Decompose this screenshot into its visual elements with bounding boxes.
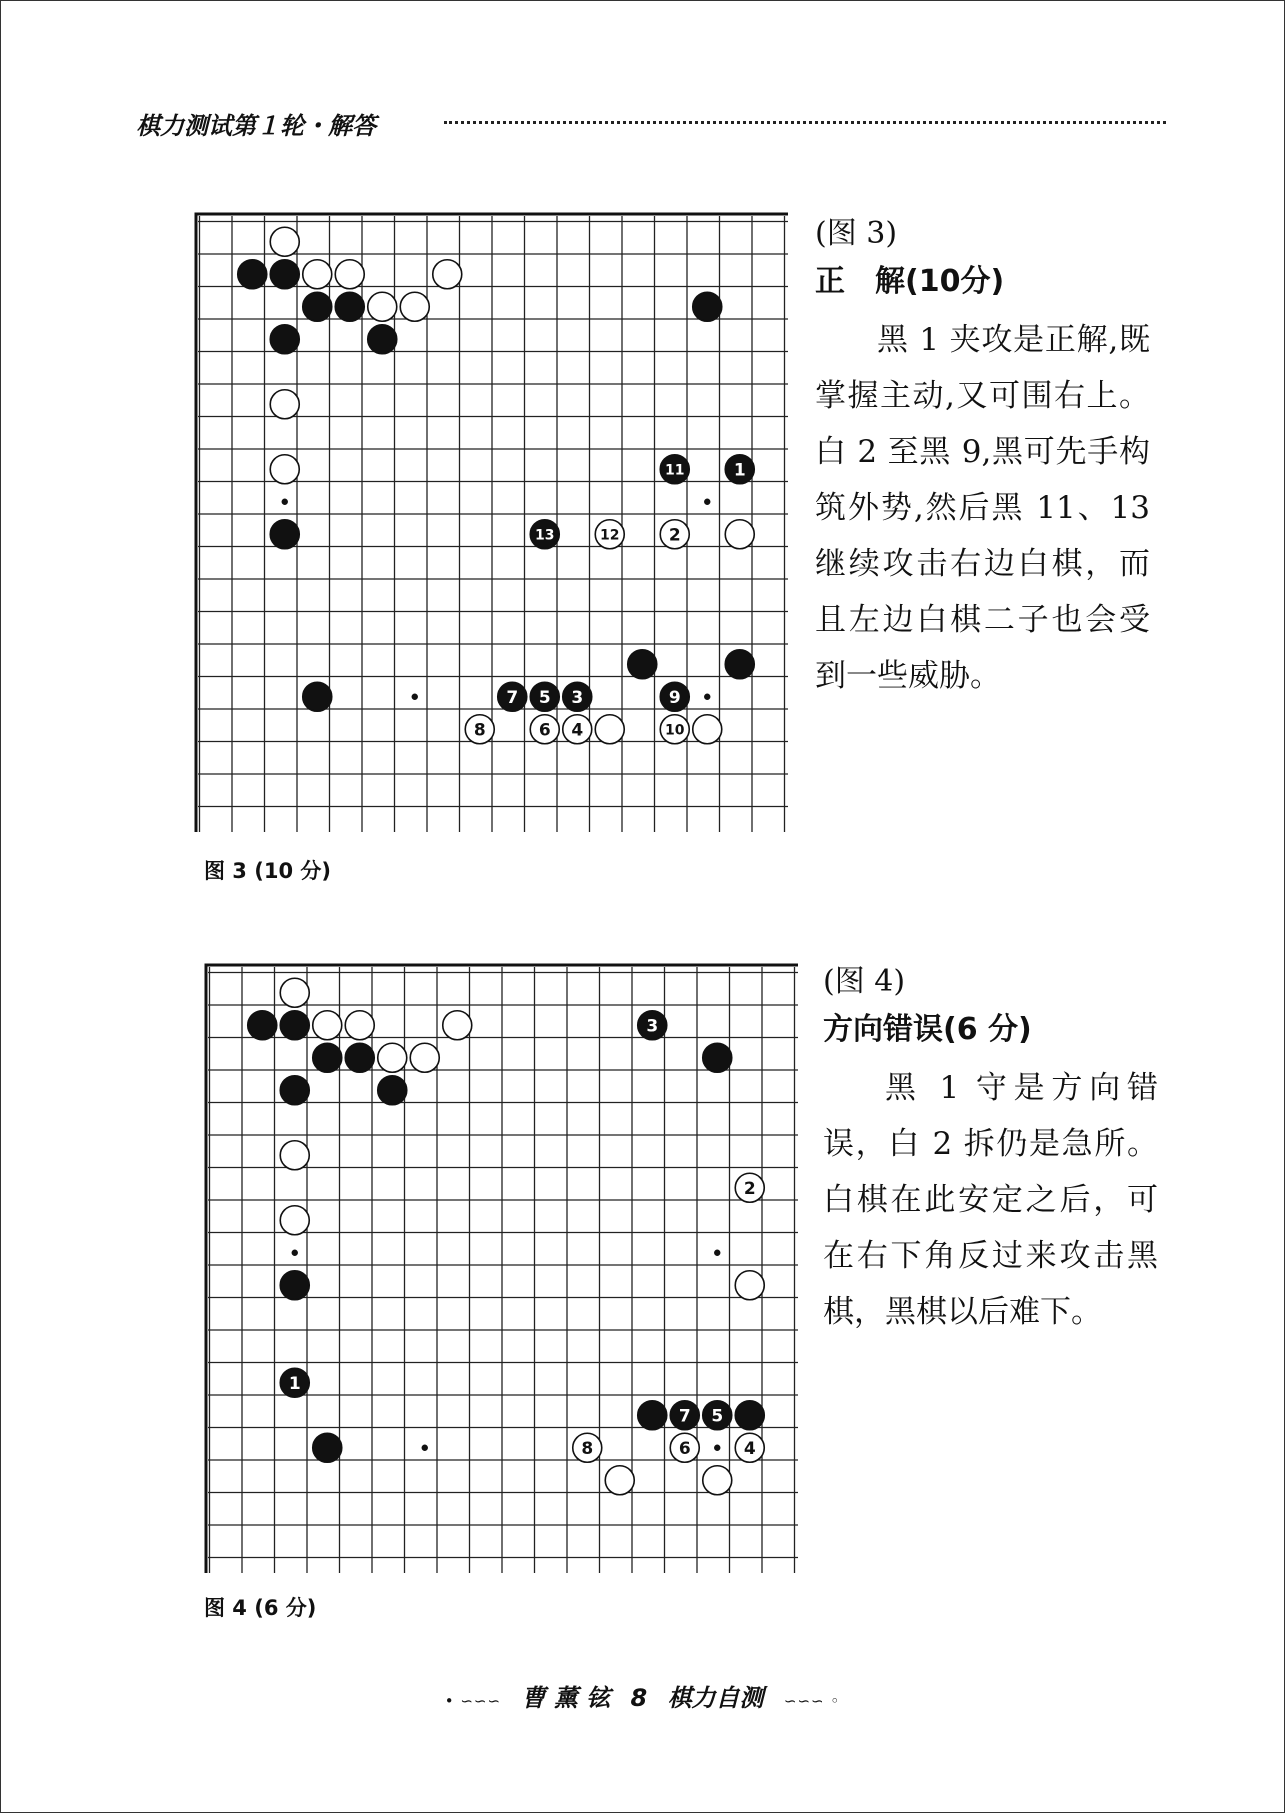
white-stone-4 [735, 1433, 764, 1462]
header-dotted-rule [444, 121, 1166, 124]
move-number: 7 [506, 687, 519, 708]
black-stone-1 [725, 455, 754, 484]
white-stone [270, 390, 299, 419]
black-stone [735, 1401, 764, 1430]
header-title: 棋力测试第１轮・解答 [136, 112, 376, 140]
black-stone [238, 260, 267, 289]
black-stone [725, 650, 754, 679]
star-point [704, 694, 710, 700]
black-stone-9 [660, 682, 689, 711]
star-point [412, 694, 418, 700]
move-number: 2 [668, 525, 681, 546]
white-stone [443, 1011, 472, 1040]
white-stone [270, 455, 299, 484]
black-stone [628, 650, 657, 679]
black-stone-13 [530, 520, 559, 549]
white-stone [725, 520, 754, 549]
move-number: 7 [678, 1406, 691, 1427]
white-stone [595, 715, 624, 744]
star-point [292, 1250, 298, 1256]
white-stone [735, 1271, 764, 1300]
footer-ornament-left: • ∽∽∽ [444, 1692, 502, 1710]
black-stone-3 [638, 1011, 667, 1040]
move-number: 8 [581, 1438, 594, 1459]
white-stone [410, 1043, 439, 1072]
move-number: 6 [538, 720, 551, 741]
move-number: 10 [665, 722, 685, 739]
black-stone-3 [563, 682, 592, 711]
figure-4-solution-title: 方向错误(6 分) [823, 1012, 1032, 1047]
figure-3-label: (图 3) [815, 216, 898, 251]
black-stone [335, 292, 364, 321]
white-stone-4 [563, 715, 592, 744]
black-stone-7 [670, 1401, 699, 1430]
black-stone [248, 1011, 277, 1040]
white-stone-2 [660, 520, 689, 549]
white-stone-8 [573, 1433, 602, 1462]
move-number: 4 [743, 1438, 756, 1459]
figure-3-solution-title: 正 解(10分) [815, 264, 1005, 299]
move-number: 4 [571, 720, 584, 741]
move-number: 12 [600, 527, 620, 544]
black-stone [303, 682, 332, 711]
move-number: 1 [733, 460, 746, 481]
white-stone-12 [595, 520, 624, 549]
white-stone [433, 260, 462, 289]
go-board-figure-3 [194, 212, 788, 832]
page-footer [0, 1678, 1285, 1713]
white-stone [378, 1043, 407, 1072]
figure-3-explanation: 黑 1 夹攻是正解,既掌握主动,又可围右上。白 2 至黑 9,黑可先手构筑外势,然后黑 11、13 继续攻击右边白棋，而且左边白棋二子也会受到一些威胁。 [815, 322, 1150, 694]
star-point [714, 1250, 720, 1256]
white-stone [303, 260, 332, 289]
move-number: 8 [473, 720, 486, 741]
move-number: 6 [678, 1438, 691, 1459]
black-stone-7 [498, 682, 527, 711]
move-number: 11 [665, 462, 685, 479]
move-number: 3 [646, 1016, 659, 1037]
white-stone [335, 260, 364, 289]
figure-4-commentary [823, 960, 1158, 1340]
white-stone [703, 1466, 732, 1495]
white-stone [605, 1466, 634, 1495]
go-board-figure-4 [204, 963, 798, 1573]
black-stone [345, 1043, 374, 1072]
star-point [714, 1445, 720, 1451]
figure-4-caption: 图 4 (6 分) [204, 1596, 317, 1620]
figure-4-explanation: 黑 1 守是方向错误，白 2 拆仍是急所。白棋在此安定之后，可在右下角反过来攻击黑棋，黑棋以后难下。 [823, 1070, 1158, 1330]
white-stone-6 [670, 1433, 699, 1462]
black-stone [270, 520, 299, 549]
page-number: 8 [630, 1684, 648, 1712]
footer-book-title: 棋力自测 [667, 1684, 764, 1712]
white-stone [280, 978, 309, 1007]
white-stone [368, 292, 397, 321]
black-stone [270, 260, 299, 289]
black-stone-5 [703, 1401, 732, 1430]
footer-ornament-right: ∽∽∽ ◦ [783, 1692, 841, 1710]
move-number: 5 [538, 687, 551, 708]
move-number: 5 [711, 1406, 724, 1427]
black-stone [638, 1401, 667, 1430]
white-stone [693, 715, 722, 744]
figure-3-commentary [815, 212, 1150, 704]
white-stone [345, 1011, 374, 1040]
move-number: 9 [668, 687, 681, 708]
white-stone [400, 292, 429, 321]
black-stone [280, 1076, 309, 1105]
move-number: 1 [288, 1373, 301, 1394]
black-stone-1 [280, 1368, 309, 1397]
figure-3-caption: 图 3 (10 分) [204, 859, 331, 883]
white-stone-8 [465, 715, 494, 744]
white-stone-6 [530, 715, 559, 744]
black-stone [693, 292, 722, 321]
move-number: 3 [571, 687, 584, 708]
move-number: 2 [743, 1178, 756, 1199]
move-number: 13 [535, 527, 555, 544]
black-stone [703, 1043, 732, 1072]
black-stone [313, 1433, 342, 1462]
black-stone-11 [660, 455, 689, 484]
black-stone [303, 292, 332, 321]
star-point [422, 1445, 428, 1451]
black-stone [270, 325, 299, 354]
white-stone [280, 1141, 309, 1170]
white-stone [280, 1206, 309, 1235]
black-stone [280, 1011, 309, 1040]
white-stone-2 [735, 1173, 764, 1202]
star-point [704, 499, 710, 505]
white-stone [270, 227, 299, 256]
black-stone [313, 1043, 342, 1072]
footer-author: 曹 薰 铉 [521, 1684, 611, 1712]
star-point [282, 499, 288, 505]
white-stone-10 [660, 715, 689, 744]
black-stone [280, 1271, 309, 1300]
black-stone-5 [530, 682, 559, 711]
running-header [136, 102, 1166, 142]
black-stone [368, 325, 397, 354]
white-stone [313, 1011, 342, 1040]
black-stone [378, 1076, 407, 1105]
figure-4-label: (图 4) [823, 964, 906, 999]
